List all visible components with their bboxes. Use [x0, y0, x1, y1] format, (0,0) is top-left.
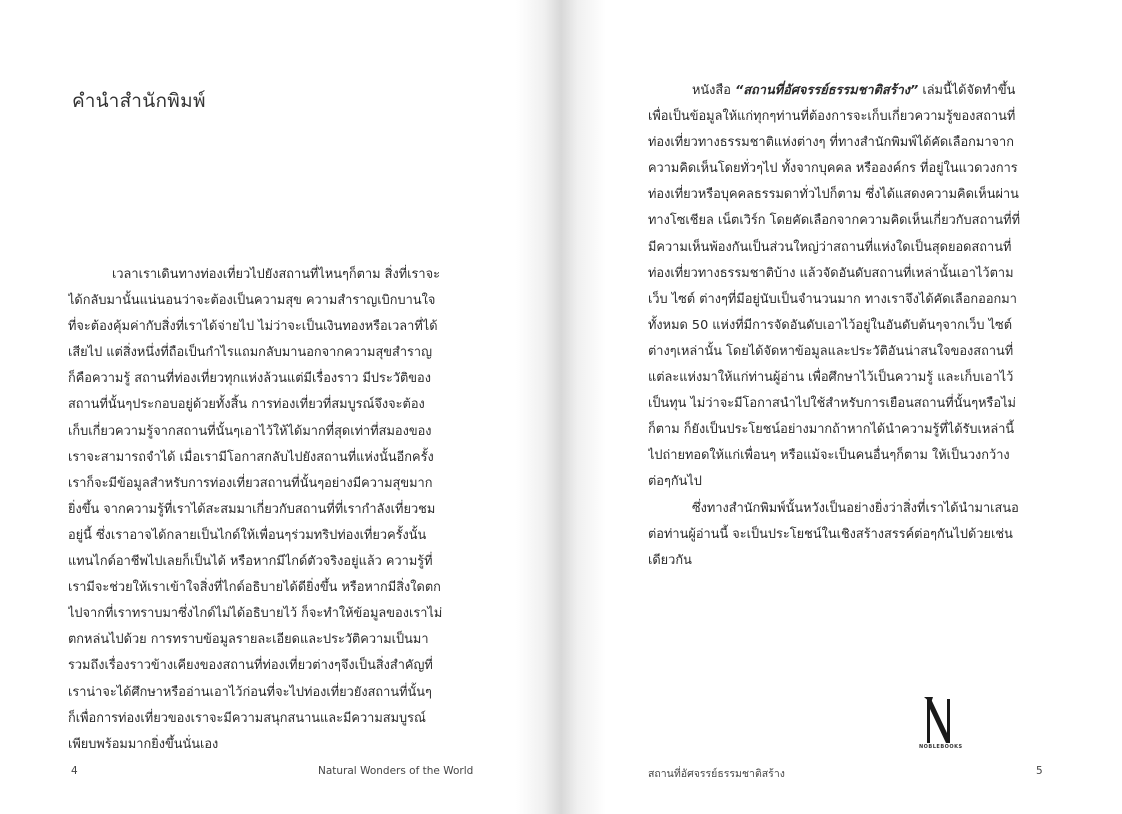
logo-letter-n-shape [927, 699, 950, 743]
text-line: ทางโซเชียล เน็ตเวิร์ก โดยคัดเลือกจากความคิดเห็นเกี่ยวกับสถานที่ที่ [648, 213, 1021, 229]
text-line: แทนไกด์อาชีพไปเลยก็เป็นได้ หรือหากมีไกด์ตัวจริงอยู่แล้ว ความรู้ที่ [68, 554, 433, 570]
page-number: 4 [71, 765, 78, 777]
text-line: เพื่อเป็นข้อมูลให้แก่ทุกๆท่านที่ต้องการจะเก็บเกี่ยวความรู้ของสถานที่ [648, 109, 1016, 125]
text-line: เวลาเราเดินทางท่องเที่ยวไปยังสถานที่ไหนๆก็ตาม สิ่งที่เราจะ [112, 267, 440, 282]
text-line-intro [648, 78, 1060, 104]
text-line: ต่างๆเหล่านั้น โดยได้จัดหาข้อมูลและประวัติอันน่าสนใจของสถานที่ [648, 343, 1014, 359]
text-line: มีความเห็นพ้องกันเป็นส่วนใหญ่ว่าสถานที่แห่งใดเป็นสุดยอดสถานที่ [648, 239, 1012, 255]
text-line: เพียบพร้อมมากยิ่งขึ้นนั่นเอง [68, 736, 219, 752]
text-line: ท่องเที่ยวทางธรรมชาติแห่งต่างๆ ที่ทางสำนักพิมพ์ได้คัดเลือกมาจาก [648, 135, 1014, 151]
right-body-text [648, 78, 1060, 574]
text-line: ต่อๆกันไป [648, 474, 702, 490]
page-number: 5 [1036, 765, 1043, 777]
publisher-logo-caption: NOBLEBOOKS [919, 744, 963, 750]
text-line: ก็เพื่อการท่องเที่ยวของเราจะมีความสนุกสนานและมีความสมบูรณ์ [68, 710, 426, 726]
publisher-logo-icon [921, 695, 955, 749]
right-page [561, 0, 1122, 814]
text-line: สถานที่นั้นๆประกอบอยู่ด้วยทั้งสิ้น การท่องเที่ยวที่สมบูรณ์จึงจะต้อง [68, 397, 425, 413]
text-line: เดียวกัน [648, 552, 692, 568]
text-line: ตกหล่นไปด้วย การทราบข้อมูลรายละเอียดและประวัติความเป็นมา [68, 632, 429, 648]
text-line: เสียไป แต่สิ่งหนึ่งที่ถือเป็นกำไรแถมกลับมานอกจากความสุขสำราญ [68, 345, 432, 361]
text-line: เราน่าจะได้ศึกษาหรืออ่านเอาไว้ก่อนที่จะไปท่องเที่ยวยังสถานที่นั้นๆ [68, 684, 432, 700]
text-line: ก็คือความรู้ สถานที่ท่องเที่ยวทุกแห่งล้วนแต่มีเรื่องราว มีประวัติของ [68, 371, 431, 387]
text-line: ที่จะต้องคุ้มค่ากับสิ่งที่เราได้จ่ายไป ไม่ว่าจะเป็นเงินทองหรือเวลาที่ได้ [68, 319, 438, 335]
text-line: ไปจากที่เราทราบมาซึ่งไกด์ไม่ได้อธิบายไว้ ก็จะทำให้ข้อมูลของเราไม่ [68, 606, 443, 622]
text-line: รวมถึงเรื่องราวข้างเคียงของสถานที่ท่องเที่ยวต่างๆจึงเป็นสิ่งสำคัญที่ [68, 658, 433, 674]
page-heading: คำนำสำนักพิมพ์ [72, 90, 206, 112]
text-line: แต่ละแห่งมาให้แก่ท่านผู้อ่าน เพื่อศึกษาไว้เป็นความรู้ และเก็บเอาไว้ [648, 370, 1014, 386]
text-line: เรามีจะช่วยให้เราเข้าใจสิ่งที่ไกด์อธิบายได้ดียิ่งขึ้น หรือหากมีสิ่งใดตก [68, 580, 441, 596]
text-line: ทั้งหมด 50 แห่งที่มีการจัดอันดับเอาไว้อยู่ในอันดับต้นๆจากเว็บ ไซต์ [648, 317, 1013, 333]
intro-lead: หนังสือ [692, 83, 735, 98]
text-line: อยู่นี้ ซึ่งเราอาจได้กลายเป็นไกด์ให้เพื่อนๆร่วมทริปท่องเที่ยวครั้งนั้น [68, 527, 427, 543]
intro-rest: เล่มนี้ได้จัดทำขึ้น [918, 83, 1016, 98]
running-footer-title: Natural Wonders of the World [318, 765, 474, 777]
text-line: ก็ตาม ก็ยังเป็นประโยชน์อย่างมากถ้าหากได้นำความรู้ที่ได้รับเหล่านี้ [648, 422, 1015, 438]
text-line: เราก็จะมีข้อมูลสำหรับการท่องเที่ยวสถานที่นั้นๆอย่างมีความสุขมาก [68, 475, 433, 491]
text-line: ท่องเที่ยวทางธรรมชาติบ้าง แล้วจัดอันดับสถานที่เหล่านั้นเอาไว้ตาม [648, 265, 1014, 281]
text-line: ต่อท่านผู้อ่านนี้ จะเป็นประโยชน์ในเชิงสร้างสรรค์ต่อๆกันไปด้วยเช่น [648, 526, 1013, 542]
text-line: เก็บเกี่ยวความรู้จากสถานที่นั้นๆเอาไว้ให้ได้มากที่สุดเท่าที่สมองของ [68, 423, 432, 439]
left-body-text [68, 262, 478, 758]
text-line: ท่องเที่ยวหรือบุคคลธรรมดาทั่วไปก็ตาม ซึ่งได้แสดงความคิดเห็นผ่าน [648, 187, 1019, 203]
text-line: ซึ่งทางสำนักพิมพ์นั้นหวังเป็นอย่างยิ่งว่าสิ่งที่เราได้นำมาเสนอ [692, 500, 1019, 516]
text-line: ยิ่งขึ้น จากความรู้ที่เราได้สะสมมาเกี่ยวกับสถานที่ที่เรากำลังเที่ยวชม [68, 501, 436, 517]
running-footer-title: สถานที่อัศจรรย์ธรรมชาติสร้าง [648, 768, 785, 780]
text-line: เราจะสามารถจำได้ เมื่อเรามีโอกาสกลับไปยังสถานที่แห่งนั้นอีกครั้ง [68, 449, 434, 465]
text-line: เป็นทุน ไม่ว่าจะมีโอกาสนำไปใช้สำหรับการเยือนสถานที่นั้นๆหรือไม่ [648, 396, 1016, 412]
text-line: เว็บ ไซต์ ต่างๆที่มีอยู่นับเป็นจำนวนมาก ทางเราจึงได้คัดเลือกออกมา [648, 291, 1017, 307]
text-line: ความคิดเห็นโดยทั่วๆไป ทั้งจากบุคคล หรือองค์กร ที่อยู่ในแวดวงการ [648, 161, 1018, 177]
text-line: ไปถ่ายทอดให้แก่เพื่อนๆ หรือแม้จะเป็นคนอื่นๆก็ตาม ให้เป็นวงกว้าง [648, 448, 1010, 464]
book-title-emphasis: “สถานที่อัศจรรย์ธรรมชาติสร้าง” [735, 83, 919, 98]
text-line: ได้กลับมานั้นแน่นอนว่าจะต้องเป็นความสุข ความสำราญเบิกบานใจ [68, 293, 436, 309]
